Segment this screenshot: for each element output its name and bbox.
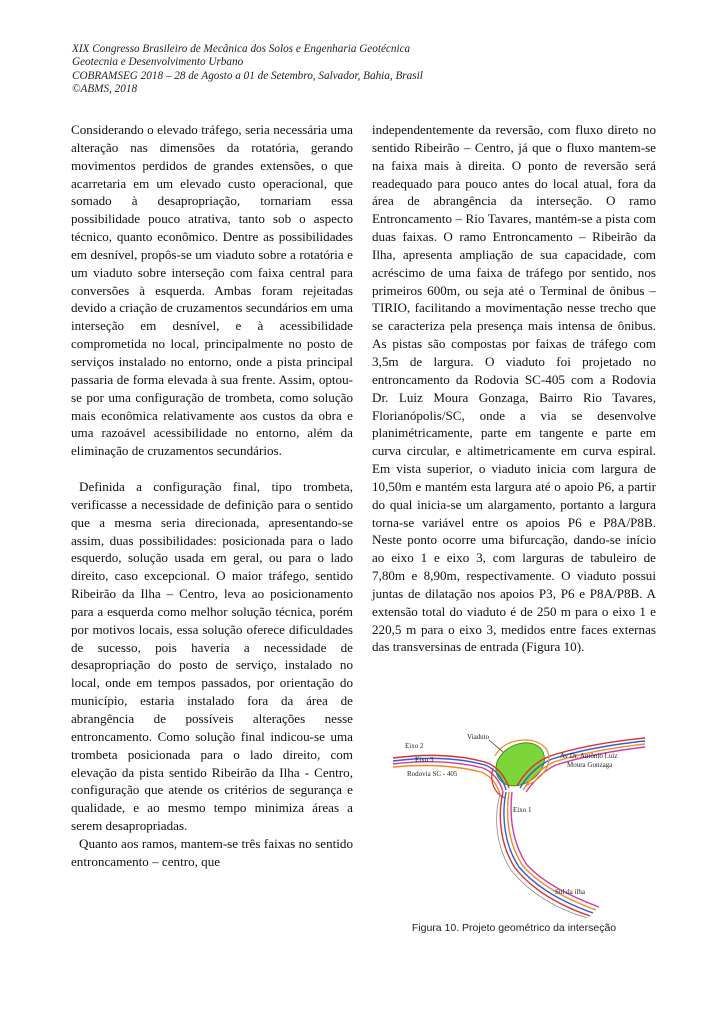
eixo1-trunk [497, 792, 599, 918]
header-event: COBRAMSEG 2018 – 28 de Agosto a 01 de Setembro, Salvador, Bahia, Brasil [72, 69, 423, 82]
header-theme: Geotecnia e Desenvolvimento Urbano [72, 56, 244, 69]
page-header [72, 43, 632, 97]
left-paragraph-2: Definida a configuração final, tipo trombeta, verificasse a necessidade de definição para o sentido que a mesma seria direcionada, apresentando-se assim, duas possibilidades: posicionada para o lado esquerdo, solução usada em geral, ou para o lado direito, caso excepcional. O maior tráfego, sentido Ribeirão da Ilha – Centro, leva ao posicionamento para a esquerda como melhor solução técnica, porém por motivos locais, essa solução oferece dificuldades de sucesso, pois haveria a necessidade de desapropriação do posto de serviço, instalado no local, onde em tempos passados, por orientação do município, estaria instalado fora da área de abrangência de possíveis alterações nesse entroncamento. Como solução final indicou-se uma trombeta posicionada para o lado direito, com elevação da pista sentido Ribeirão da Ilha - Centro, configuração que atende os critérios de segurança e qualidade, e ao mesmo tempo minimiza áreas a serem desapropriadas. [71, 479, 353, 834]
right-paragraph-1: independentemente da reversão, com fluxo direto no sentido Ribeirão – Centro, já que o fluxo mantem-se na faixa mais à direita. O ponto de reversão será readequado para pouco antes do local atual, fora da área de abrangência da interseção. O ramo Entroncamento – Rio Tavares, mantém-se a pista com duas faixas. O ramo Entroncamento – Ribeirão da Ilha, apresenta ampliação de sua capacidade, com acréscimo de uma faixa de tráfego por sentido, nos primeiros 600m, ou seja até o Terminal de ônibus – TIRIO, facilitando a movimentação nesse trecho que se caracteriza pela presença mais intensa de ônibus. As pistas são compostas por faixas de tráfego com 3,5m de largura. O viaduto foi projetado no entroncamento da Rodovia SC-405 com a Rodovia Dr. Luiz Moura Gonzaga, Bairro Rio Tavares, Florianópolis/SC, onde a via se desenvolve planimétricamente, parte em tangente e parte em curva circular, e altimetricamente em curva espiral. Em vista superior, o viaduto inicia com largura de 10,50m e mantém esta largura até o apoio P6, a partir do qual inicia-se um alargamento, portanto a largura torna-se variável entre os apoios P6 e P8A/P8B. Neste ponto ocorre uma bifurcação, dando-se início ao eixo 1 e eixo 3, com larguras de tabuleiro de 7,80m e 8,90m, respectivamente. O viaduto possui juntas de dilatação nos apoios P3, P6 e P8A/P8B. A extensão total do viaduto é de 250 m para o eixo 1 e 220,5 m para o eixo 3, medidos entre faces externas das transversinas de entrada (Figura 10). [372, 122, 656, 655]
label-eixo1: Eixo 1 [513, 806, 532, 814]
viaduto-pointer [489, 740, 503, 752]
label-viaduto: Viaduto [467, 733, 490, 741]
label-rodovia: Rodovia SC - 405 [407, 770, 458, 778]
label-av-line1: Av Dr. Antônio Luiz [560, 752, 618, 760]
left-paragraph-1: Considerando o elevado tráfego, seria necessária uma alteração nas dimensões da rotatória, gerando movimentos perdidos de grandes extensões, o que acarretaria em um elevado custo operacional, que somado à desapropriação, tornariam essa possibilidade pouco atrativa, tanto sob o aspecto técnico, quanto econômico. Dentre as possibilidades em desnível, propôs-se um viaduto sobre a rotatória e um viaduto sobre interseção com faixa central para conversões à esquerda. Ambas foram rejeitadas devido a criação de cruzamentos secundários em uma interseção em desnível, e à acessibilidade comprometida no local, principalmente no posto de serviços instalado no entorno, onde a pista principal passaria de forma elevada à sua frente. Assim, optou-se por uma configuração de trombeta, como solução mais econômica relativamente aos custos da obra e uma razoável acessibilidade no entorno, além da eliminação de cruzamentos secundários. [71, 122, 353, 459]
header-copyright: ©ABMS, 2018 [72, 83, 138, 96]
right-column [372, 121, 656, 656]
label-eixo2: Eixo 2 [405, 742, 424, 750]
left-column [71, 121, 353, 871]
figure-caption: Figura 10. Projeto geométrico da interseção [411, 922, 617, 934]
label-eixo3: Eixo 3 [415, 756, 434, 764]
intersection-figure [385, 728, 650, 918]
left-paragraph-3: Quanto aos ramos, mantem-se três faixas no sentido entroncamento – centro, que [71, 835, 353, 869]
header-conference: XIX Congresso Brasileiro de Mecânica dos Solos e Engenharia Geotécnica [72, 43, 411, 55]
intersection-map [385, 728, 650, 918]
label-sul-ilha: Sul da ilha [555, 888, 585, 896]
label-av-line2: Moura Gonzaga [567, 761, 613, 769]
